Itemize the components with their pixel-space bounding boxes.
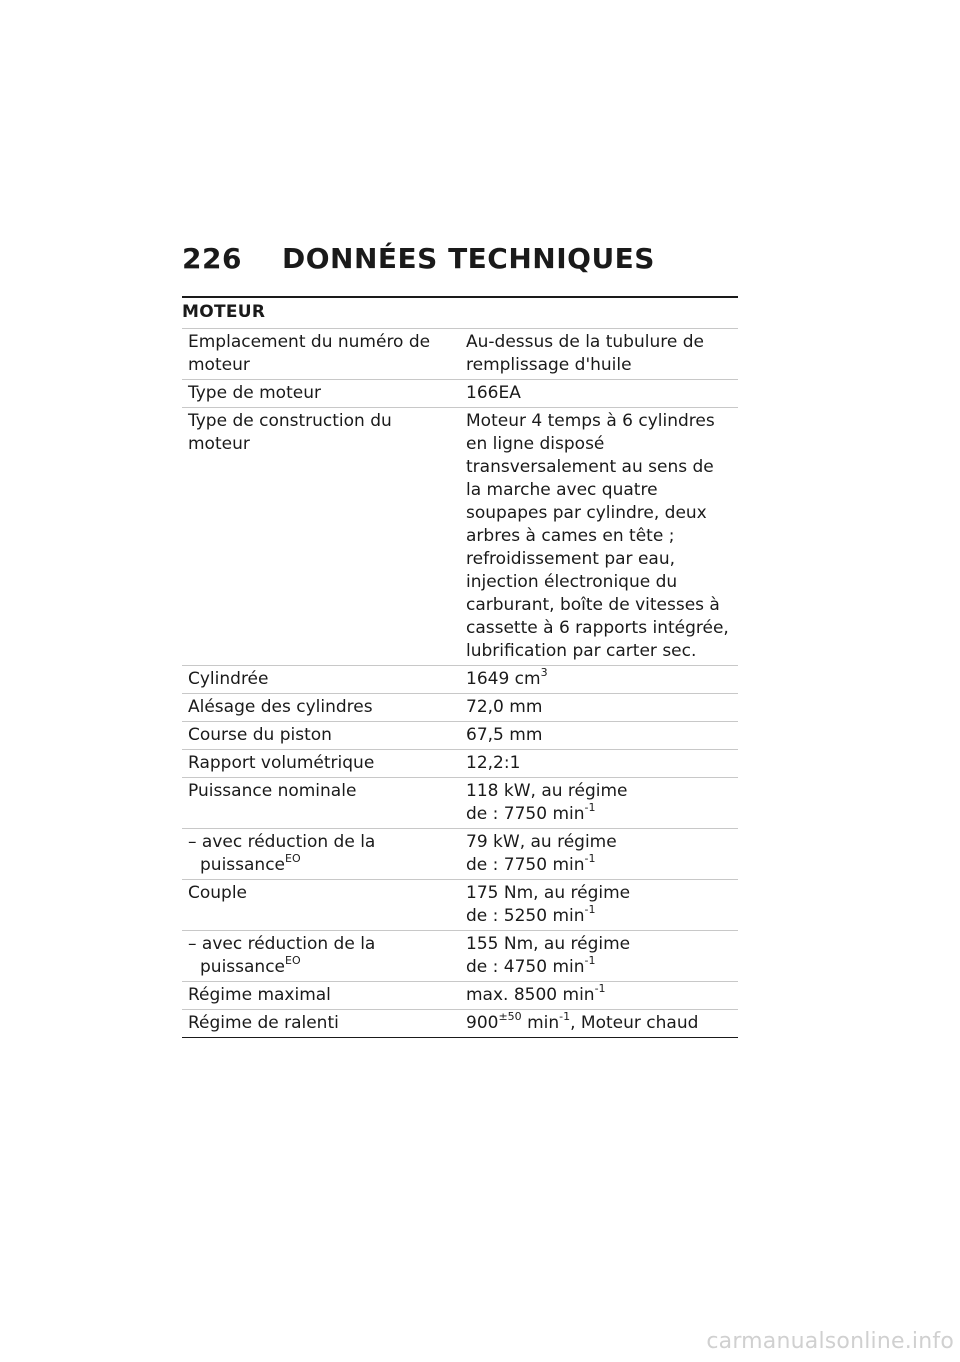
chapter-title: DONNÉES TECHNIQUES — [282, 242, 655, 275]
value-superscript: -1 — [584, 801, 596, 815]
label-superscript: EO — [285, 852, 301, 866]
value-line-2: de : 4750 min — [466, 957, 585, 977]
table-row — [182, 722, 738, 750]
table-row — [182, 750, 738, 778]
row-value: 12,2:1 — [460, 750, 738, 778]
row-value: 72,0 mm — [460, 694, 738, 722]
row-label: Emplacement du numéro de moteur — [182, 329, 460, 380]
engine-spec-table — [182, 328, 738, 1038]
row-value — [460, 880, 738, 931]
value-line-1: 155 Nm, au régime — [466, 934, 631, 954]
row-label: Rapport volumétrique — [182, 750, 460, 778]
page-header — [182, 242, 738, 275]
table-row — [182, 1010, 738, 1038]
label-text: – avec réduction de la puissance — [188, 934, 376, 977]
row-value: 67,5 mm — [460, 722, 738, 750]
section-title: MOTEUR — [182, 296, 738, 322]
row-label: Alésage des cylindres — [182, 694, 460, 722]
table-row — [182, 778, 738, 829]
row-label: Type de moteur — [182, 380, 460, 408]
row-label — [182, 931, 460, 982]
row-label: Type de construction du moteur — [182, 408, 460, 666]
row-value: Moteur 4 temps à 6 cylindres en ligne disposé transversalement au sens de la marche avec quatre soupapes par cylindre, deux arbres à cames en tête ; refroidissement par eau, injection électronique du carburant, boîte de vitesses à cassette à 6 rapports intégrée, lubrification par carter sec. — [460, 408, 738, 666]
value-superscript: 3 — [540, 666, 548, 680]
row-value: Au-dessus de la tubulure de remplissage d'huile — [460, 329, 738, 380]
table-row — [182, 408, 738, 666]
row-label: Régime de ralenti — [182, 1010, 460, 1038]
value-line-2: de : 7750 min — [466, 804, 585, 824]
row-label: Régime maximal — [182, 982, 460, 1010]
row-value: 166EA — [460, 380, 738, 408]
row-label: Cylindrée — [182, 666, 460, 694]
table-row — [182, 694, 738, 722]
table-row — [182, 982, 738, 1010]
value-line-2: de : 5250 min — [466, 906, 585, 926]
table-row — [182, 329, 738, 380]
row-value — [460, 829, 738, 880]
value-line-1: 79 kW, au régime — [466, 832, 617, 852]
value-superscript: -1 — [584, 954, 596, 968]
table-row — [182, 666, 738, 694]
row-value — [460, 778, 738, 829]
value-superscript-2: -1 — [559, 1010, 571, 1024]
row-label: Puissance nominale — [182, 778, 460, 829]
value-text: max. 8500 min — [466, 985, 595, 1005]
label-text: – avec réduction de la puissance — [188, 832, 376, 875]
watermark: carmanualsonline.info — [706, 1329, 954, 1354]
page-number: 226 — [182, 242, 242, 275]
row-value — [460, 1010, 738, 1038]
value-text: 1649 cm — [466, 669, 541, 689]
value-unit: min — [521, 1013, 560, 1033]
row-label: Couple — [182, 880, 460, 931]
value-superscript: ±50 — [498, 1010, 522, 1024]
value-line-2: de : 7750 min — [466, 855, 585, 875]
table-row — [182, 829, 738, 880]
value-superscript: -1 — [584, 903, 596, 917]
value-line-1: 118 kW, au régime — [466, 781, 628, 801]
table-row — [182, 880, 738, 931]
table-row — [182, 380, 738, 408]
row-value — [460, 666, 738, 694]
row-label — [182, 829, 460, 880]
value-suffix: , Moteur chaud — [570, 1013, 699, 1033]
row-label: Course du piston — [182, 722, 460, 750]
value-superscript: -1 — [594, 982, 606, 996]
value-line-1: 175 Nm, au régime — [466, 883, 631, 903]
table-row — [182, 931, 738, 982]
row-value — [460, 931, 738, 982]
label-superscript: EO — [285, 954, 301, 968]
row-value — [460, 982, 738, 1010]
value-superscript: -1 — [584, 852, 596, 866]
value-text: 900 — [466, 1013, 499, 1033]
